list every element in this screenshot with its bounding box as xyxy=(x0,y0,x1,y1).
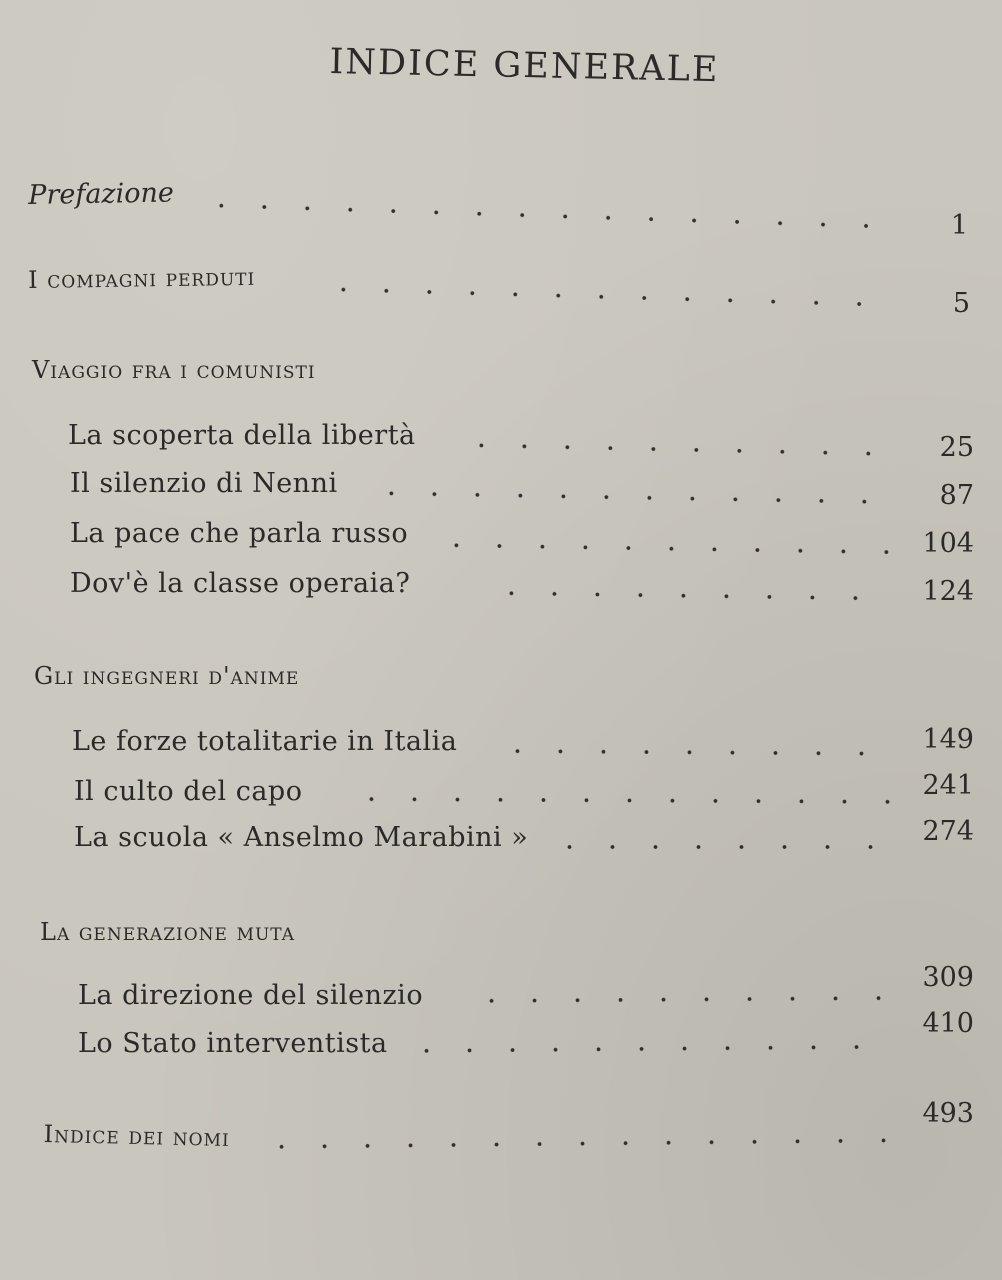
toc-page-number: 124 xyxy=(922,576,974,607)
toc-section-label: Viaggio fra i comunisti xyxy=(32,356,316,384)
toc-page-number: 1 xyxy=(950,210,968,241)
toc-entry-label: Le forze totalitarie in Italia xyxy=(72,726,458,757)
toc-page-number: 309 xyxy=(922,962,974,993)
toc-entry-pace xyxy=(70,518,408,549)
toc-section-ingegneri xyxy=(34,662,299,690)
leader-dots xyxy=(350,794,890,807)
leader-dots xyxy=(260,1135,890,1152)
toc-page-number: 104 xyxy=(922,528,974,559)
toc-page-number: 274 xyxy=(922,816,974,847)
toc-entry-label: La scoperta della libertà xyxy=(68,420,416,451)
toc-entry-indice-nomi xyxy=(43,1120,230,1152)
leader-dots xyxy=(322,284,892,310)
toc-entry-scuola xyxy=(74,822,528,853)
toc-page-number: 149 xyxy=(922,724,974,755)
toc-page-number: 5 xyxy=(952,288,970,319)
toc-entry-silenzio-nenni xyxy=(70,468,338,499)
toc-entry-direzione xyxy=(78,980,423,1011)
leader-dots xyxy=(405,1042,890,1056)
toc-page-number: 410 xyxy=(922,1008,974,1039)
toc-entry-culto xyxy=(74,776,302,807)
toc-page-number: 241 xyxy=(922,770,974,801)
toc-entry-label: Lo Stato interventista xyxy=(78,1028,388,1059)
toc-entry-prefazione xyxy=(28,177,174,211)
toc-entry-label: La direzione del silenzio xyxy=(78,980,424,1011)
toc-entry-label: La scuola « Anselmo Marabini » xyxy=(74,822,529,853)
leader-dots xyxy=(460,440,890,459)
toc-entry-compagni xyxy=(28,263,255,294)
toc-page-number: 25 xyxy=(939,432,974,463)
leader-dots xyxy=(490,588,890,604)
toc-entry-label: Il culto del capo xyxy=(74,776,303,807)
toc-entry-label: La pace che parla russo xyxy=(70,518,409,549)
toc-entry-label: Dov'è la classe operaia? xyxy=(70,568,411,599)
toc-entry-label: Il silenzio di Nenni xyxy=(70,468,338,499)
leader-dots xyxy=(435,540,890,557)
toc-entry-label: Prefazione xyxy=(28,177,175,211)
page-title: INDICE GENERALE xyxy=(329,42,720,91)
toc-entry-classe xyxy=(70,568,410,599)
toc-page-number: 87 xyxy=(939,480,974,511)
leader-dots xyxy=(496,746,890,759)
toc-section-label: Gli ingegneri d'anime xyxy=(34,662,300,690)
toc-entry-forze xyxy=(72,726,457,757)
toc-section-viaggio xyxy=(32,356,316,384)
toc-section-generazione xyxy=(40,918,295,946)
toc-entry-label: Indice dei nomi xyxy=(43,1120,231,1152)
toc-entry-stato xyxy=(78,1028,388,1059)
leader-dots xyxy=(470,993,890,1006)
toc-section-label: La generazione muta xyxy=(40,918,295,946)
leader-dots xyxy=(370,488,890,507)
toc-page-number: 493 xyxy=(922,1098,974,1129)
leader-dots xyxy=(548,842,890,852)
leader-dots xyxy=(200,200,890,232)
toc-entry-label: I compagni perduti xyxy=(28,262,256,294)
toc-entry-scoperta xyxy=(68,420,416,451)
